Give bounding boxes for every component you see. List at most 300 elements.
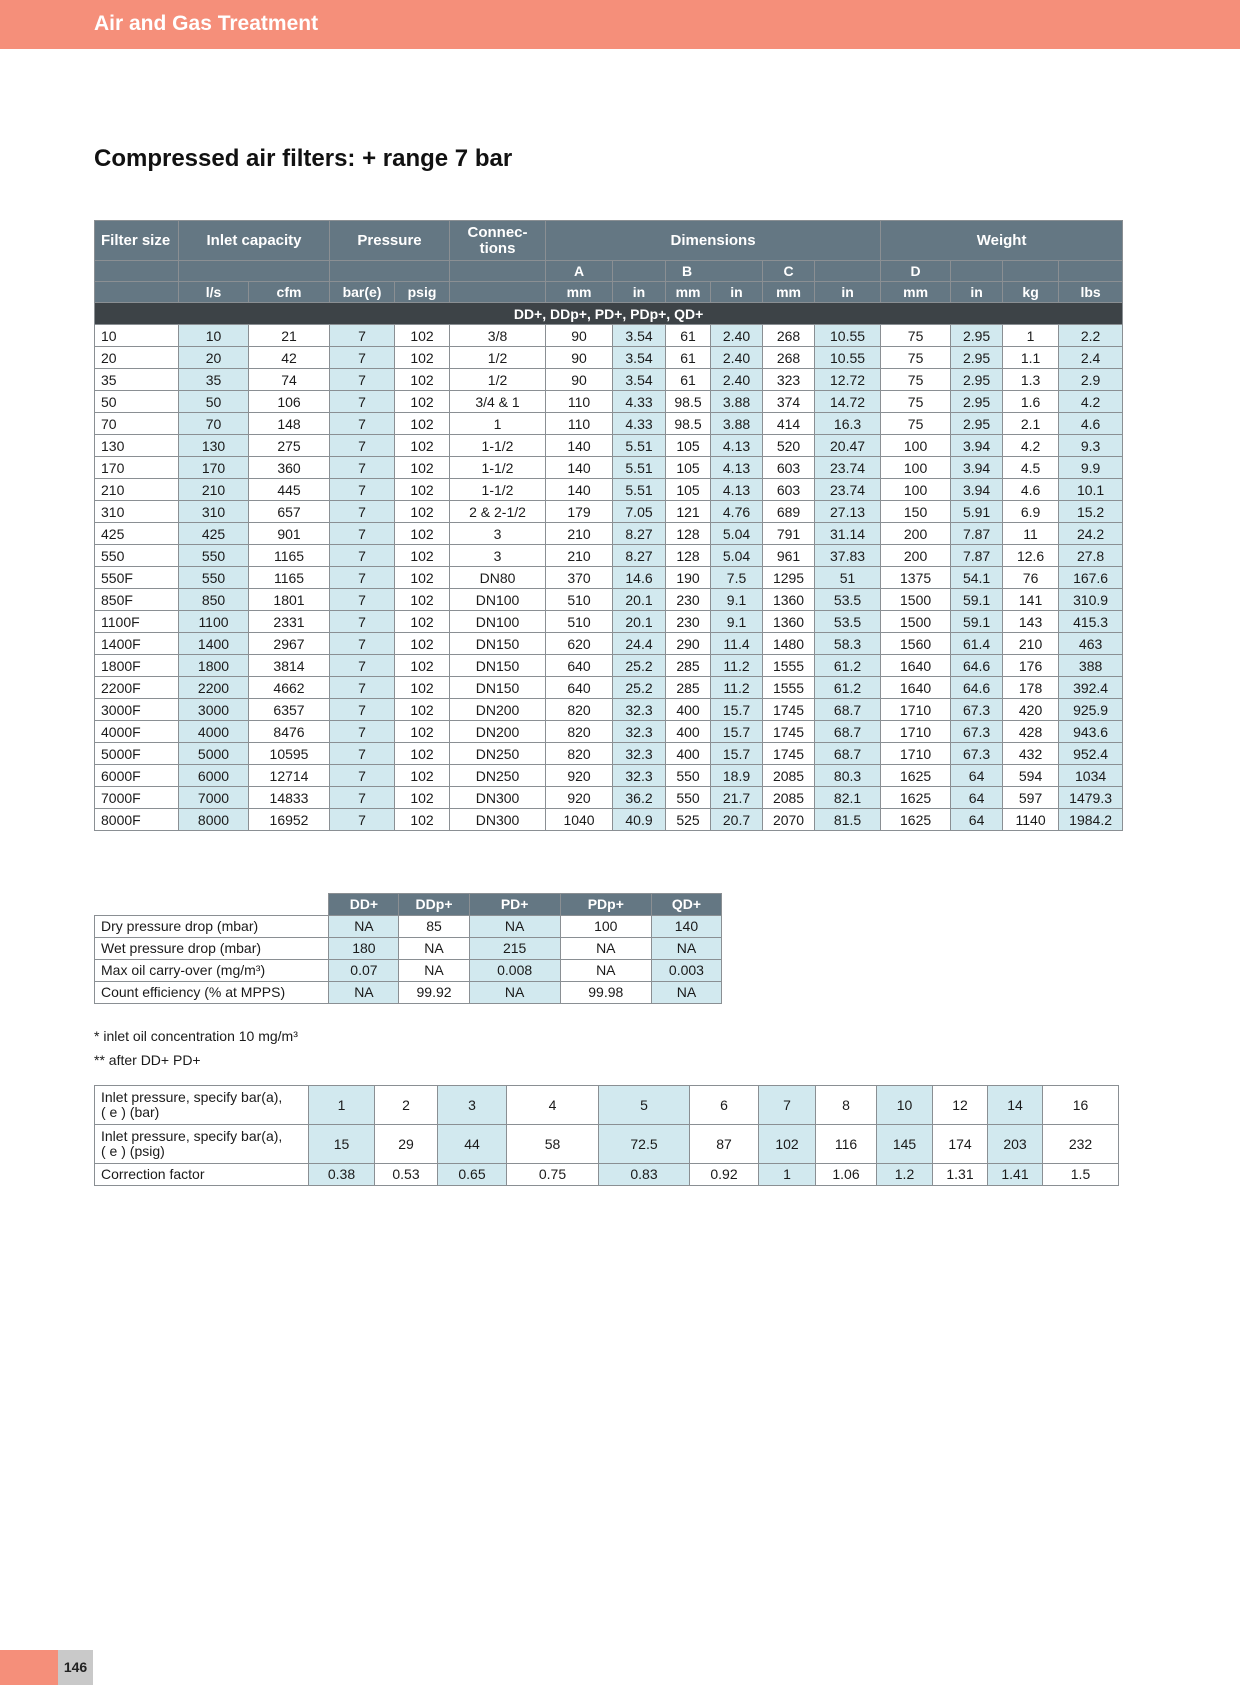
header-band — [0, 0, 1240, 49]
table-cell: 5.51 — [613, 457, 666, 479]
table-cell: 3/8 — [450, 325, 546, 347]
table-cell: 400 — [666, 721, 711, 743]
table-cell: 1375 — [881, 567, 951, 589]
performance-table — [94, 893, 722, 1004]
table-cell: 14.6 — [613, 567, 666, 589]
table-cell: 961 — [763, 545, 815, 567]
table-cell: 23.74 — [815, 479, 881, 501]
table-cell: 3000 — [179, 699, 249, 721]
table-cell: DN80 — [450, 567, 546, 589]
table-cell: 7 — [330, 655, 395, 677]
table-cell: 70 — [95, 413, 179, 435]
table-cell: NA — [329, 981, 399, 1003]
table-cell: 67.3 — [951, 699, 1003, 721]
table-cell: 87 — [690, 1125, 759, 1164]
table-cell: 61 — [666, 369, 711, 391]
table-cell: 64 — [951, 765, 1003, 787]
table-cell: 3.88 — [711, 391, 763, 413]
table-cell: 285 — [666, 677, 711, 699]
table-cell: 2.1 — [1003, 413, 1059, 435]
table-cell: 920 — [546, 787, 613, 809]
table-cell: 400 — [666, 699, 711, 721]
table-cell: 1400 — [179, 633, 249, 655]
table-cell: 12 — [933, 1086, 988, 1125]
table-cell: NA — [329, 915, 399, 937]
table-cell: 24.4 — [613, 633, 666, 655]
table-cell: 1100 — [179, 611, 249, 633]
table-cell: 100 — [881, 479, 951, 501]
table-cell: 64.6 — [951, 677, 1003, 699]
table-cell: 68.7 — [815, 721, 881, 743]
table-cell: 170 — [179, 457, 249, 479]
table-cell: 82.1 — [815, 787, 881, 809]
table-cell: 7 — [330, 677, 395, 699]
table-cell: 58.3 — [815, 633, 881, 655]
table-cell: 116 — [816, 1125, 877, 1164]
table-cell: 6000F — [95, 765, 179, 787]
table-cell: 1 — [1003, 325, 1059, 347]
table-cell: 102 — [395, 787, 450, 809]
table-cell: DN150 — [450, 633, 546, 655]
table-cell: 29 — [375, 1125, 438, 1164]
table-cell: 6357 — [249, 699, 330, 721]
table-cell: 1.2 — [877, 1164, 933, 1186]
table-cell: 4.13 — [711, 479, 763, 501]
table-cell: 820 — [546, 721, 613, 743]
table-cell: 102 — [395, 809, 450, 831]
table-cell: 3 — [438, 1086, 507, 1125]
header-unit: in — [815, 282, 881, 303]
table-row — [95, 937, 722, 959]
table-cell: 176 — [1003, 655, 1059, 677]
table-cell: 2.40 — [711, 369, 763, 391]
header-blank — [450, 282, 546, 303]
table-cell: 67.3 — [951, 743, 1003, 765]
table-cell: 901 — [249, 523, 330, 545]
table-cell: 3.54 — [613, 325, 666, 347]
table-cell: 102 — [395, 435, 450, 457]
table-cell: 1.41 — [988, 1164, 1043, 1186]
table-cell: 18.9 — [711, 765, 763, 787]
table-cell: 102 — [395, 633, 450, 655]
table-cell: 1.5 — [1043, 1164, 1119, 1186]
table-cell: 594 — [1003, 765, 1059, 787]
table-cell: 4.76 — [711, 501, 763, 523]
table-cell: 50 — [179, 391, 249, 413]
table-cell: 59.1 — [951, 589, 1003, 611]
table-cell: NA — [399, 937, 469, 959]
table-cell: 106 — [249, 391, 330, 413]
table-cell: 1555 — [763, 677, 815, 699]
table-cell: 148 — [249, 413, 330, 435]
table-cell: 105 — [666, 479, 711, 501]
table-cell: 7 — [330, 347, 395, 369]
table-cell: 1360 — [763, 611, 815, 633]
table-cell: 76 — [1003, 567, 1059, 589]
table-row — [95, 479, 1123, 501]
table-cell: NA — [469, 981, 560, 1003]
table-cell: DN300 — [450, 787, 546, 809]
table-cell: 16.3 — [815, 413, 881, 435]
table-cell: 7 — [330, 567, 395, 589]
table-cell: 5.51 — [613, 435, 666, 457]
table-cell: NA — [651, 937, 721, 959]
table-cell: 1560 — [881, 633, 951, 655]
table-cell: 1165 — [249, 545, 330, 567]
table-cell: 15.7 — [711, 699, 763, 721]
table-cell: 820 — [546, 699, 613, 721]
table-cell: 11.4 — [711, 633, 763, 655]
table-row — [95, 915, 722, 937]
table-row — [95, 457, 1123, 479]
table-cell: 40.9 — [613, 809, 666, 831]
table-cell: 68.7 — [815, 743, 881, 765]
table-cell: 25.2 — [613, 677, 666, 699]
table-cell: 0.003 — [651, 959, 721, 981]
table-cell: 550 — [179, 545, 249, 567]
table-cell: 2200 — [179, 677, 249, 699]
table-cell: 15.7 — [711, 743, 763, 765]
table-cell: 414 — [763, 413, 815, 435]
table-cell: 1-1/2 — [450, 457, 546, 479]
table-cell: 12.6 — [1003, 545, 1059, 567]
table-cell: 32.3 — [613, 721, 666, 743]
table-cell: 9.9 — [1059, 457, 1123, 479]
table-cell: 121 — [666, 501, 711, 523]
header-unit: cfm — [249, 282, 330, 303]
table-cell: 7 — [330, 479, 395, 501]
table-cell: 75 — [881, 325, 951, 347]
table-cell: 1625 — [881, 809, 951, 831]
table-cell: 75 — [881, 413, 951, 435]
table-cell: 4000 — [179, 721, 249, 743]
table-cell: 6 — [690, 1086, 759, 1125]
table-cell: 791 — [763, 523, 815, 545]
perf-header: DDp+ — [399, 894, 469, 916]
table-cell: 61 — [666, 347, 711, 369]
table-cell: 102 — [395, 523, 450, 545]
table-cell: 4.13 — [711, 457, 763, 479]
table-cell: 1745 — [763, 743, 815, 765]
header-pressure: Pressure — [330, 221, 450, 261]
table-cell: 0.53 — [375, 1164, 438, 1186]
table-cell: 36.2 — [613, 787, 666, 809]
table-cell: 925.9 — [1059, 699, 1123, 721]
table-cell: 210 — [1003, 633, 1059, 655]
table-cell: 143 — [1003, 611, 1059, 633]
table-cell: 6.9 — [1003, 501, 1059, 523]
header-unit: mm — [546, 282, 613, 303]
table-cell: 102 — [395, 699, 450, 721]
table-cell: 2.4 — [1059, 347, 1123, 369]
header-blank — [951, 261, 1003, 282]
table-cell: 3814 — [249, 655, 330, 677]
table-cell: 102 — [395, 413, 450, 435]
correction-factor-table — [94, 1085, 1119, 1186]
table-cell: 432 — [1003, 743, 1059, 765]
corr-row-label: Correction factor — [95, 1164, 309, 1186]
table-cell: 14.72 — [815, 391, 881, 413]
table-cell: 100 — [881, 435, 951, 457]
perf-row-label: Count efficiency (% at MPPS) — [95, 981, 329, 1003]
table-cell: 4.2 — [1059, 391, 1123, 413]
table-cell: 3 — [450, 545, 546, 567]
table-row — [95, 369, 1123, 391]
table-cell: 200 — [881, 523, 951, 545]
table-cell: 141 — [1003, 589, 1059, 611]
header-dim-d: D — [881, 261, 951, 282]
header-blank — [330, 261, 450, 282]
table-cell: 7 — [330, 435, 395, 457]
table-cell: DN300 — [450, 809, 546, 831]
table-cell: 35 — [179, 369, 249, 391]
table-cell: 7 — [330, 721, 395, 743]
table-cell: 70 — [179, 413, 249, 435]
perf-header: DD+ — [329, 894, 399, 916]
table-cell: 7 — [330, 633, 395, 655]
page-number: 146 — [58, 1650, 93, 1685]
table-cell: 20.1 — [613, 589, 666, 611]
perf-header: PDp+ — [560, 894, 651, 916]
table-row — [95, 959, 722, 981]
table-cell: 1100F — [95, 611, 179, 633]
table-cell: 445 — [249, 479, 330, 501]
table-cell: 1800F — [95, 655, 179, 677]
table-cell: 1.06 — [816, 1164, 877, 1186]
table-cell: 4.33 — [613, 413, 666, 435]
table-cell: 58 — [507, 1125, 599, 1164]
table-cell: 100 — [881, 457, 951, 479]
table-cell: 98.5 — [666, 391, 711, 413]
table-cell: 4.2 — [1003, 435, 1059, 457]
table-cell: 61.2 — [815, 677, 881, 699]
table-cell: 5 — [599, 1086, 690, 1125]
table-cell: 3.54 — [613, 347, 666, 369]
table-cell: 53.5 — [815, 589, 881, 611]
table-cell: 8.27 — [613, 523, 666, 545]
table-cell: DN100 — [450, 589, 546, 611]
table-cell: 24.2 — [1059, 523, 1123, 545]
table-cell: 178 — [1003, 677, 1059, 699]
table-cell: 130 — [95, 435, 179, 457]
table-cell: 7 — [330, 457, 395, 479]
page-title: Compressed air filters: + range 7 bar — [94, 145, 513, 172]
table-cell: 4.13 — [711, 435, 763, 457]
header-blank — [1059, 261, 1123, 282]
table-cell: 90 — [546, 347, 613, 369]
table-cell: 2085 — [763, 787, 815, 809]
table-cell: 32.3 — [613, 699, 666, 721]
table-cell: 32.3 — [613, 765, 666, 787]
header-unit: in — [711, 282, 763, 303]
table-cell: 10 — [95, 325, 179, 347]
table-cell: 80.3 — [815, 765, 881, 787]
table-cell: 0.75 — [507, 1164, 599, 1186]
table-cell: 7 — [330, 545, 395, 567]
table-cell: 7.87 — [951, 545, 1003, 567]
table-cell: 7 — [330, 765, 395, 787]
table-cell: 0.92 — [690, 1164, 759, 1186]
table-cell: 3.94 — [951, 457, 1003, 479]
table-row — [95, 611, 1123, 633]
table-cell: 54.1 — [951, 567, 1003, 589]
table-cell: 20 — [179, 347, 249, 369]
table-cell: 61.4 — [951, 633, 1003, 655]
table-cell: 5000 — [179, 743, 249, 765]
table-cell: 1710 — [881, 721, 951, 743]
footnote-oil-concentration: * inlet oil concentration 10 mg/m³ — [94, 1028, 298, 1044]
header-dim-b: B — [666, 261, 763, 282]
table-cell: 7 — [330, 589, 395, 611]
table-cell: 2070 — [763, 809, 815, 831]
table-cell: 4.33 — [613, 391, 666, 413]
table-cell: 203 — [988, 1125, 1043, 1164]
table-cell: 72.5 — [599, 1125, 690, 1164]
table-cell: 11.2 — [711, 655, 763, 677]
table-cell: DN200 — [450, 721, 546, 743]
table-cell: 11.2 — [711, 677, 763, 699]
table-cell: 7 — [330, 501, 395, 523]
table-cell: 425 — [95, 523, 179, 545]
table-cell: 37.83 — [815, 545, 881, 567]
table-cell: 90 — [546, 369, 613, 391]
table-row — [95, 567, 1123, 589]
table-row — [95, 413, 1123, 435]
header-dim-c: C — [763, 261, 815, 282]
table-cell: 2.40 — [711, 347, 763, 369]
header-unit: mm — [763, 282, 815, 303]
table-cell: 2.2 — [1059, 325, 1123, 347]
table-cell: 102 — [395, 655, 450, 677]
table-cell: 44 — [438, 1125, 507, 1164]
table-cell: 2.95 — [951, 369, 1003, 391]
table-cell: 9.1 — [711, 589, 763, 611]
table-cell: 102 — [395, 567, 450, 589]
table-cell: 10.1 — [1059, 479, 1123, 501]
table-row — [95, 787, 1123, 809]
table-cell: 425 — [179, 523, 249, 545]
table-cell: 510 — [546, 589, 613, 611]
table-row — [95, 699, 1123, 721]
table-cell: 5.04 — [711, 545, 763, 567]
table-cell: 1400F — [95, 633, 179, 655]
table-cell: 21.7 — [711, 787, 763, 809]
table-cell: 5000F — [95, 743, 179, 765]
table-cell: 200 — [881, 545, 951, 567]
table-cell: 10.55 — [815, 325, 881, 347]
table-cell: 102 — [395, 677, 450, 699]
table-cell: 3.94 — [951, 479, 1003, 501]
perf-header: QD+ — [651, 894, 721, 916]
table-cell: 27.13 — [815, 501, 881, 523]
table-cell: 102 — [395, 501, 450, 523]
table-cell: 9.3 — [1059, 435, 1123, 457]
table-cell: 5.51 — [613, 479, 666, 501]
table-cell: 1 — [450, 413, 546, 435]
table-cell: 174 — [933, 1125, 988, 1164]
table-cell: 1140 — [1003, 809, 1059, 831]
table-cell: 7000F — [95, 787, 179, 809]
table-cell: DN250 — [450, 765, 546, 787]
filter-specs-table — [94, 220, 1123, 831]
table-cell: 7.05 — [613, 501, 666, 523]
table-cell: 102 — [395, 347, 450, 369]
table-cell: 1984.2 — [1059, 809, 1123, 831]
table-cell: 59.1 — [951, 611, 1003, 633]
table-cell: 140 — [546, 457, 613, 479]
table-cell: 7.5 — [711, 567, 763, 589]
table-cell: 415.3 — [1059, 611, 1123, 633]
table-cell: 102 — [395, 721, 450, 743]
perf-row-label: Wet pressure drop (mbar) — [95, 937, 329, 959]
table-cell: 428 — [1003, 721, 1059, 743]
table-cell: 100 — [560, 915, 651, 937]
table-cell: 10 — [877, 1086, 933, 1125]
table-cell: 1500 — [881, 589, 951, 611]
table-cell: 102 — [395, 369, 450, 391]
table-cell: 7 — [330, 809, 395, 831]
table-cell: 268 — [763, 347, 815, 369]
table-cell: 1801 — [249, 589, 330, 611]
table-cell: 25.2 — [613, 655, 666, 677]
table-cell: 525 — [666, 809, 711, 831]
table-row — [95, 347, 1123, 369]
table-cell: 550F — [95, 567, 179, 589]
table-cell: 128 — [666, 523, 711, 545]
table-cell: 7 — [330, 611, 395, 633]
table-cell: 7.87 — [951, 523, 1003, 545]
header-unit: l/s — [179, 282, 249, 303]
table-cell: 1.3 — [1003, 369, 1059, 391]
table-cell: 1-1/2 — [450, 435, 546, 457]
table-cell: 1 — [309, 1086, 375, 1125]
table-cell: 105 — [666, 457, 711, 479]
header-blank — [613, 261, 666, 282]
table-cell: 1640 — [881, 677, 951, 699]
table-row — [95, 325, 1123, 347]
table-cell: 392.4 — [1059, 677, 1123, 699]
table-cell: 689 — [763, 501, 815, 523]
table-cell: 8.27 — [613, 545, 666, 567]
table-cell: 597 — [1003, 787, 1059, 809]
table-cell: 16 — [1043, 1086, 1119, 1125]
table-row — [95, 1125, 1119, 1164]
table-cell: 190 — [666, 567, 711, 589]
table-cell: 4.6 — [1059, 413, 1123, 435]
table-cell: 12714 — [249, 765, 330, 787]
table-cell: 290 — [666, 633, 711, 655]
table-cell: 14833 — [249, 787, 330, 809]
table-cell: 232 — [1043, 1125, 1119, 1164]
table-cell: 2.40 — [711, 325, 763, 347]
table-cell: 4.6 — [1003, 479, 1059, 501]
table-cell: 1500 — [881, 611, 951, 633]
table-cell: 8000F — [95, 809, 179, 831]
table-cell: 603 — [763, 479, 815, 501]
table-cell: 1710 — [881, 699, 951, 721]
table-cell: 1625 — [881, 787, 951, 809]
header-blank — [815, 261, 881, 282]
table-cell: 7000 — [179, 787, 249, 809]
table-cell: NA — [399, 959, 469, 981]
table-cell: 110 — [546, 413, 613, 435]
table-cell: 4.5 — [1003, 457, 1059, 479]
footnote-after: ** after DD+ PD+ — [94, 1052, 201, 1068]
table-cell: 7 — [330, 391, 395, 413]
header-weight: Weight — [881, 221, 1123, 261]
table-cell: 75 — [881, 347, 951, 369]
footer-band — [0, 1650, 58, 1685]
